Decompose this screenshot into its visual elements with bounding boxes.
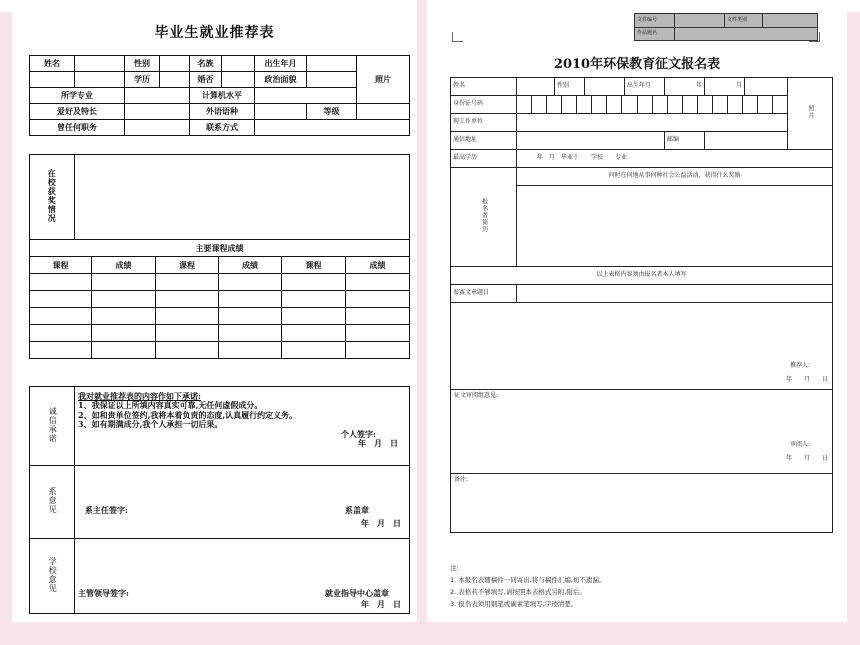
grade-cell[interactable]: [219, 291, 282, 308]
essay-title-field[interactable]: [517, 285, 833, 303]
personal-sign: 个人签字:: [341, 428, 376, 439]
review-label: 征文审阅组意见:: [454, 392, 499, 399]
work-title-label: 作品题名: [635, 27, 675, 41]
course-cell[interactable]: [30, 291, 92, 308]
grade-cell[interactable]: [346, 291, 410, 308]
level-label: 等级: [307, 104, 357, 120]
course-cell[interactable]: [30, 325, 92, 342]
work-title-field[interactable]: [675, 27, 818, 41]
blank-cell: [745, 78, 788, 96]
course-cell[interactable]: [282, 291, 346, 308]
contact-label: 联系方式: [190, 120, 255, 136]
reviewer-sign: 审阅人:: [789, 441, 810, 448]
school-label: 学校意见: [30, 539, 75, 614]
id-number-boxes[interactable]: [517, 96, 788, 114]
awards-label: 在校获奖情况: [30, 155, 75, 240]
language-field[interactable]: [255, 104, 307, 120]
education-field[interactable]: 年 月 毕业于 学校 专业: [517, 150, 833, 168]
course-row: [30, 325, 410, 342]
gender-label: 性别: [555, 78, 585, 96]
file-type-field[interactable]: [763, 14, 818, 28]
hobby-field[interactable]: [125, 104, 190, 120]
guarantee-text: 以上表格内容须由报名者本人填写: [451, 267, 833, 285]
course-row: [30, 274, 410, 291]
birth-year[interactable]: 年: [665, 78, 705, 96]
date-text: 年 月 日: [358, 437, 398, 448]
remarks-section[interactable]: [451, 474, 833, 533]
courses-title: 主要课程成绩: [30, 240, 410, 257]
id-label: 身份证号码: [451, 96, 517, 114]
grade-cell[interactable]: [346, 342, 410, 359]
file-info-box: [634, 13, 818, 41]
postcode-field[interactable]: [705, 132, 788, 150]
course-cell[interactable]: [30, 274, 92, 291]
hobby-label: 爱好及特长: [30, 104, 125, 120]
blank-cell: [75, 72, 125, 88]
grade-cell[interactable]: [346, 325, 410, 342]
position-field[interactable]: [125, 120, 190, 136]
birth-label: 出生年月: [625, 78, 665, 96]
dept-label: 系意见: [30, 466, 75, 539]
page-title: 毕业生就业推荐表: [154, 25, 275, 41]
course-row: [30, 291, 410, 308]
level-field[interactable]: [357, 104, 410, 120]
ethnicity-field[interactable]: [222, 56, 255, 72]
ethnicity-label: 名族: [190, 56, 222, 72]
graduate-recommendation-form: [12, 12, 417, 622]
political-label: 政治面貌: [255, 72, 307, 88]
school-leader: 主管领导签字:: [78, 588, 129, 598]
course-row: [30, 342, 410, 359]
resume-header: 何时在何地从事何种社会公益活动、获得什么奖励: [517, 168, 833, 186]
promise-line-1: 1、我保证以上所填内容真实可靠,无任何虚假成分。: [78, 400, 263, 411]
postcode-label: 邮编: [665, 132, 705, 150]
computer-field[interactable]: [255, 88, 357, 104]
resume-field[interactable]: [517, 186, 833, 267]
date-text: 年 月 日: [785, 376, 828, 383]
grade-cell[interactable]: [219, 274, 282, 291]
grade-header: 成绩: [92, 257, 156, 274]
page-title: 2010年环保教育征文报名表: [553, 57, 721, 72]
grade-cell[interactable]: [92, 325, 156, 342]
language-label: 外语语种: [190, 104, 255, 120]
file-type-label: 文件类别: [725, 14, 763, 28]
note-line: 1. 本报名表随稿件一同寄出,将与稿件汇编,切不遗漏。: [450, 576, 606, 584]
grade-cell[interactable]: [219, 325, 282, 342]
grade-cell[interactable]: [92, 342, 156, 359]
grade-header: 成绩: [219, 257, 282, 274]
file-number-label: 文件编号: [635, 14, 675, 28]
education-label: 学历: [125, 72, 160, 88]
approval-table: [29, 386, 410, 614]
notes: [450, 562, 605, 610]
political-field[interactable]: [307, 72, 357, 88]
work-unit-label: 现工作单位: [451, 114, 517, 132]
personal-info-table: [29, 55, 410, 136]
course-cell[interactable]: [282, 308, 346, 325]
marital-field[interactable]: [222, 72, 255, 88]
course-cell[interactable]: [30, 308, 92, 325]
name-field[interactable]: [517, 78, 555, 96]
photo-label: 照片: [788, 78, 833, 150]
birth-month[interactable]: 月: [705, 78, 745, 96]
promise-content: [75, 387, 410, 466]
gender-field[interactable]: [160, 56, 190, 72]
grade-cell[interactable]: [346, 274, 410, 291]
essay-registration-form: [427, 4, 847, 622]
gender-field[interactable]: [585, 78, 625, 96]
dept-opinion[interactable]: [75, 466, 410, 539]
marital-label: 婚否: [190, 72, 222, 88]
grade-cell[interactable]: [219, 342, 282, 359]
corner-mark: [452, 32, 463, 42]
address-field[interactable]: [517, 132, 665, 150]
education-label: 最高学历: [451, 150, 517, 168]
work-unit-field[interactable]: [517, 114, 788, 132]
course-header: 课程: [282, 257, 346, 274]
course-cell[interactable]: [282, 274, 346, 291]
grade-cell[interactable]: [92, 274, 156, 291]
registration-table: [450, 77, 833, 533]
promise-intro: 我对就业推荐表的内容作如下承诺:: [78, 391, 201, 401]
note-line: 2. 表格若不够填写,请按照本表格式另附,附后。: [450, 588, 586, 596]
grade-cell[interactable]: [92, 291, 156, 308]
education-field[interactable]: [160, 72, 190, 88]
course-cell[interactable]: [156, 274, 219, 291]
course-cell[interactable]: [156, 325, 219, 342]
date-text: 年 月 日: [361, 599, 401, 609]
address-label: 通信地址: [451, 132, 517, 150]
birth-field[interactable]: [307, 56, 357, 72]
date-text: 年 月 日: [361, 518, 401, 528]
grade-cell[interactable]: [219, 308, 282, 325]
grade-header: 成绩: [346, 257, 410, 274]
awards-courses-table: [29, 154, 410, 359]
essay-title-label: 参赛文章题目: [451, 285, 517, 303]
course-cell[interactable]: [282, 325, 346, 342]
dept-director: 系主任签字:: [85, 505, 128, 515]
course-cell[interactable]: [156, 342, 219, 359]
dept-seal: 系盖章: [345, 505, 369, 515]
course-cell[interactable]: [156, 291, 219, 308]
position-label: 曾任何职务: [30, 120, 125, 136]
recommend-section[interactable]: [451, 303, 833, 390]
grade-cell[interactable]: [346, 308, 410, 325]
blank-cell: [30, 72, 75, 88]
date-text: 年 月 日: [785, 455, 828, 462]
remarks-label: 备注:: [454, 476, 469, 483]
name-label: 姓名: [451, 78, 517, 96]
file-number-field[interactable]: [675, 14, 725, 28]
computer-label: 计算机水平: [190, 88, 255, 104]
course-header: 课程: [156, 257, 219, 274]
major-field[interactable]: [125, 88, 190, 104]
grade-cell[interactable]: [92, 308, 156, 325]
recommender-sign: 推荐人:: [789, 362, 810, 369]
promise-line-3: 3、如有期满成分,我个人承担一切后果。: [78, 419, 223, 430]
notes-title: 注:: [450, 564, 459, 572]
resume-label: 报名者简历: [451, 168, 517, 267]
course-row: [30, 308, 410, 325]
course-cell[interactable]: [30, 342, 92, 359]
promise-label: 诚信承诺: [30, 387, 75, 466]
photo-label: 照片: [357, 56, 410, 104]
background-gap: [417, 0, 427, 12]
course-cell[interactable]: [282, 342, 346, 359]
promise-line-2: 2、如和贵单位签约,我将本着负责的态度,认真履行约定义务。: [78, 409, 298, 420]
contact-field[interactable]: [255, 120, 410, 136]
course-cell[interactable]: [156, 308, 219, 325]
note-line: 3. 报名表须用钢笔或碳素笔填写,字迹清楚。: [450, 600, 578, 608]
birth-label: 出生年月: [255, 56, 307, 72]
name-field[interactable]: [75, 56, 125, 72]
awards-field[interactable]: [75, 155, 410, 240]
gender-label: 性别: [125, 56, 160, 72]
review-section[interactable]: [451, 390, 833, 474]
school-seal: 就业指导中心盖章: [325, 588, 389, 598]
major-label: 所学专业: [30, 88, 125, 104]
course-header: 课程: [30, 257, 92, 274]
name-label: 姓名: [30, 56, 75, 72]
school-opinion[interactable]: [75, 539, 410, 614]
